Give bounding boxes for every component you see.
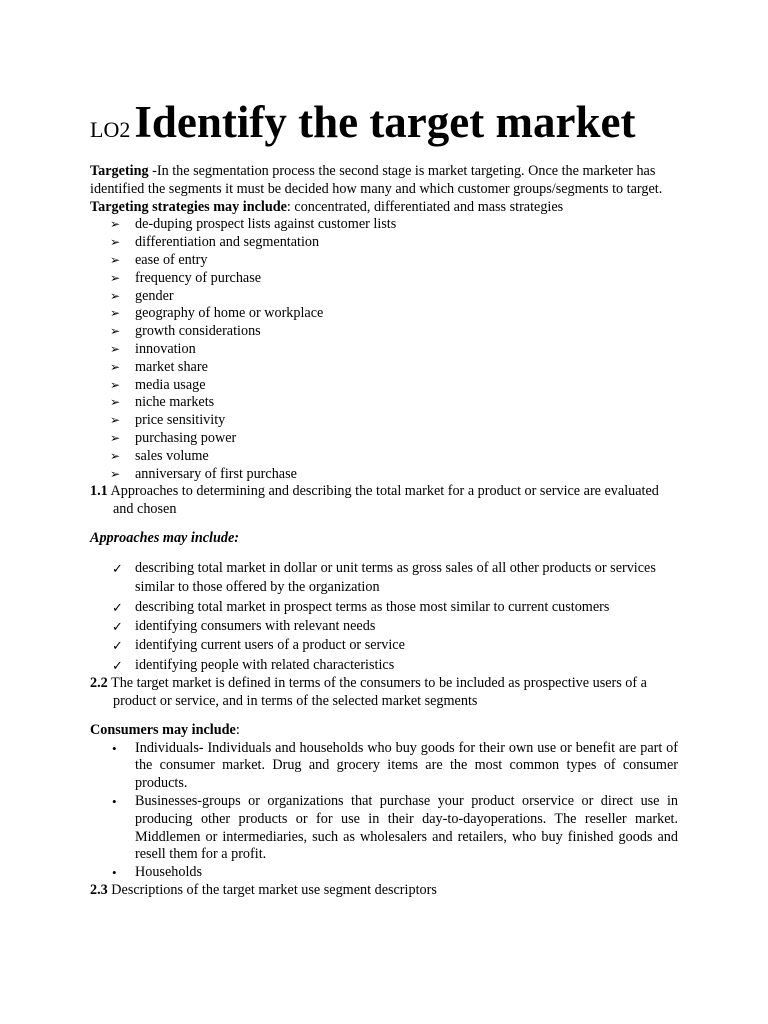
list-item: • Individuals- Individuals and households who buy goods for their own use or benefit are part of the consumer market. Drug and grocery items are the most common types of consumer products.: [112, 739, 678, 792]
consumers-list: [90, 740, 678, 882]
arrow-bullet-icon: ➢: [110, 448, 121, 463]
approaches-heading: Approaches may include:: [90, 529, 239, 546]
list-item: ✓ describing total market in prospect terms as those most similar to current customers: [90, 598, 678, 617]
list-item: ➢ niche markets: [110, 394, 215, 411]
page-title: [90, 96, 678, 156]
section-1-1: [90, 483, 678, 519]
list-item: ➢ geography of home or workplace: [110, 305, 324, 322]
list-item: ➢ anniversary of first purchase: [110, 465, 297, 482]
list-item: ➢ frequency of purchase: [110, 269, 262, 286]
list-item: ➢ differentiation and segmentation: [110, 234, 320, 251]
arrow-bullet-icon: ➢: [110, 341, 121, 356]
bullet-icon: •: [112, 793, 117, 809]
list-item: ➢ growth considerations: [110, 323, 261, 340]
strategies-paragraph: [90, 199, 678, 217]
intro-text: -In the segmentation process the second stage is market targeting. Once the marketer has identified the segments it must be decided how many and which customer groups/segments to target.: [90, 163, 663, 197]
list-item: ✓ identifying consumers with relevant needs: [90, 617, 678, 636]
list-item: ✓ identifying people with related characteristics: [90, 656, 678, 675]
section-text: The target market is defined in terms of the consumers to be included as prospective users of a product or service, and in terms of the selected market segments: [107, 675, 647, 709]
list-item: ➢ de-duping prospect lists against customer lists: [110, 216, 397, 233]
strategies-list: [90, 216, 678, 483]
checkmark-icon: ✓: [112, 657, 123, 673]
arrow-bullet-icon: ➢: [110, 252, 121, 267]
list-item: ➢ sales volume: [110, 447, 209, 464]
section-2-2: [90, 675, 678, 711]
approaches-list: [90, 559, 678, 675]
checkmark-icon: ✓: [112, 560, 123, 576]
strategies-text: : concentrated, differentiated and mass strategies: [286, 198, 564, 215]
title-prefix: LO2: [90, 117, 131, 142]
document-body: [90, 96, 678, 900]
list-item: ✓ describing total market in dollar or unit terms as gross sales of all other products or services similar to those offered by the organization: [112, 559, 656, 596]
arrow-bullet-icon: ➢: [110, 235, 121, 250]
consumers-label: Consumers may include: [90, 721, 236, 738]
intro-paragraph: [90, 163, 678, 199]
arrow-bullet-icon: ➢: [110, 359, 121, 374]
section-number: 2.3: [90, 881, 108, 898]
section-2-3: [90, 882, 678, 900]
arrow-bullet-icon: ➢: [110, 306, 121, 321]
list-item: ➢ price sensitivity: [110, 412, 226, 429]
arrow-bullet-icon: ➢: [110, 288, 121, 303]
list-item: ➢ ease of entry: [110, 251, 208, 268]
strategies-label: Targeting strategies may include: [90, 198, 287, 215]
section-text: Descriptions of the target market use segment descriptors: [107, 881, 437, 898]
arrow-bullet-icon: ➢: [110, 377, 121, 392]
checkmark-icon: ✓: [112, 638, 123, 654]
list-item: • Households: [112, 864, 202, 881]
list-item: ➢ gender: [110, 287, 174, 304]
list-item: • Businesses-groups or organizations that purchase your product orservice or direct use in producing other products or for use in their day-to-dayoperations. The reseller market. Middlemen or intermediaries, such as wholesalers and retailers, who buy finished goods and resell them for a profit.: [112, 792, 678, 863]
bullet-icon: •: [112, 865, 117, 881]
arrow-bullet-icon: ➢: [110, 270, 121, 285]
checkmark-icon: ✓: [112, 618, 123, 634]
list-item: ➢ purchasing power: [110, 429, 237, 446]
list-item: ➢ innovation: [110, 340, 196, 357]
arrow-bullet-icon: ➢: [110, 466, 121, 481]
arrow-bullet-icon: ➢: [110, 413, 121, 428]
intro-label: Targeting: [90, 163, 149, 179]
title-text: Identify the target market: [134, 97, 636, 147]
section-text: Approaches to determining and describing the total market for a product or service are evaluated and chosen: [107, 483, 659, 518]
list-item: ➢ market share: [110, 358, 208, 375]
list-item: ➢ media usage: [110, 376, 206, 393]
bullet-icon: •: [112, 740, 117, 756]
consumers-heading: Consumers may include:: [90, 721, 240, 738]
checkmark-icon: ✓: [112, 599, 123, 615]
section-number: 1.1: [90, 483, 108, 500]
list-item: ✓ identifying current users of a product or service: [90, 636, 678, 655]
arrow-bullet-icon: ➢: [110, 395, 121, 410]
arrow-bullet-icon: ➢: [110, 324, 121, 339]
arrow-bullet-icon: ➢: [110, 430, 121, 445]
section-number: 2.2: [90, 675, 108, 692]
arrow-bullet-icon: ➢: [110, 217, 121, 232]
